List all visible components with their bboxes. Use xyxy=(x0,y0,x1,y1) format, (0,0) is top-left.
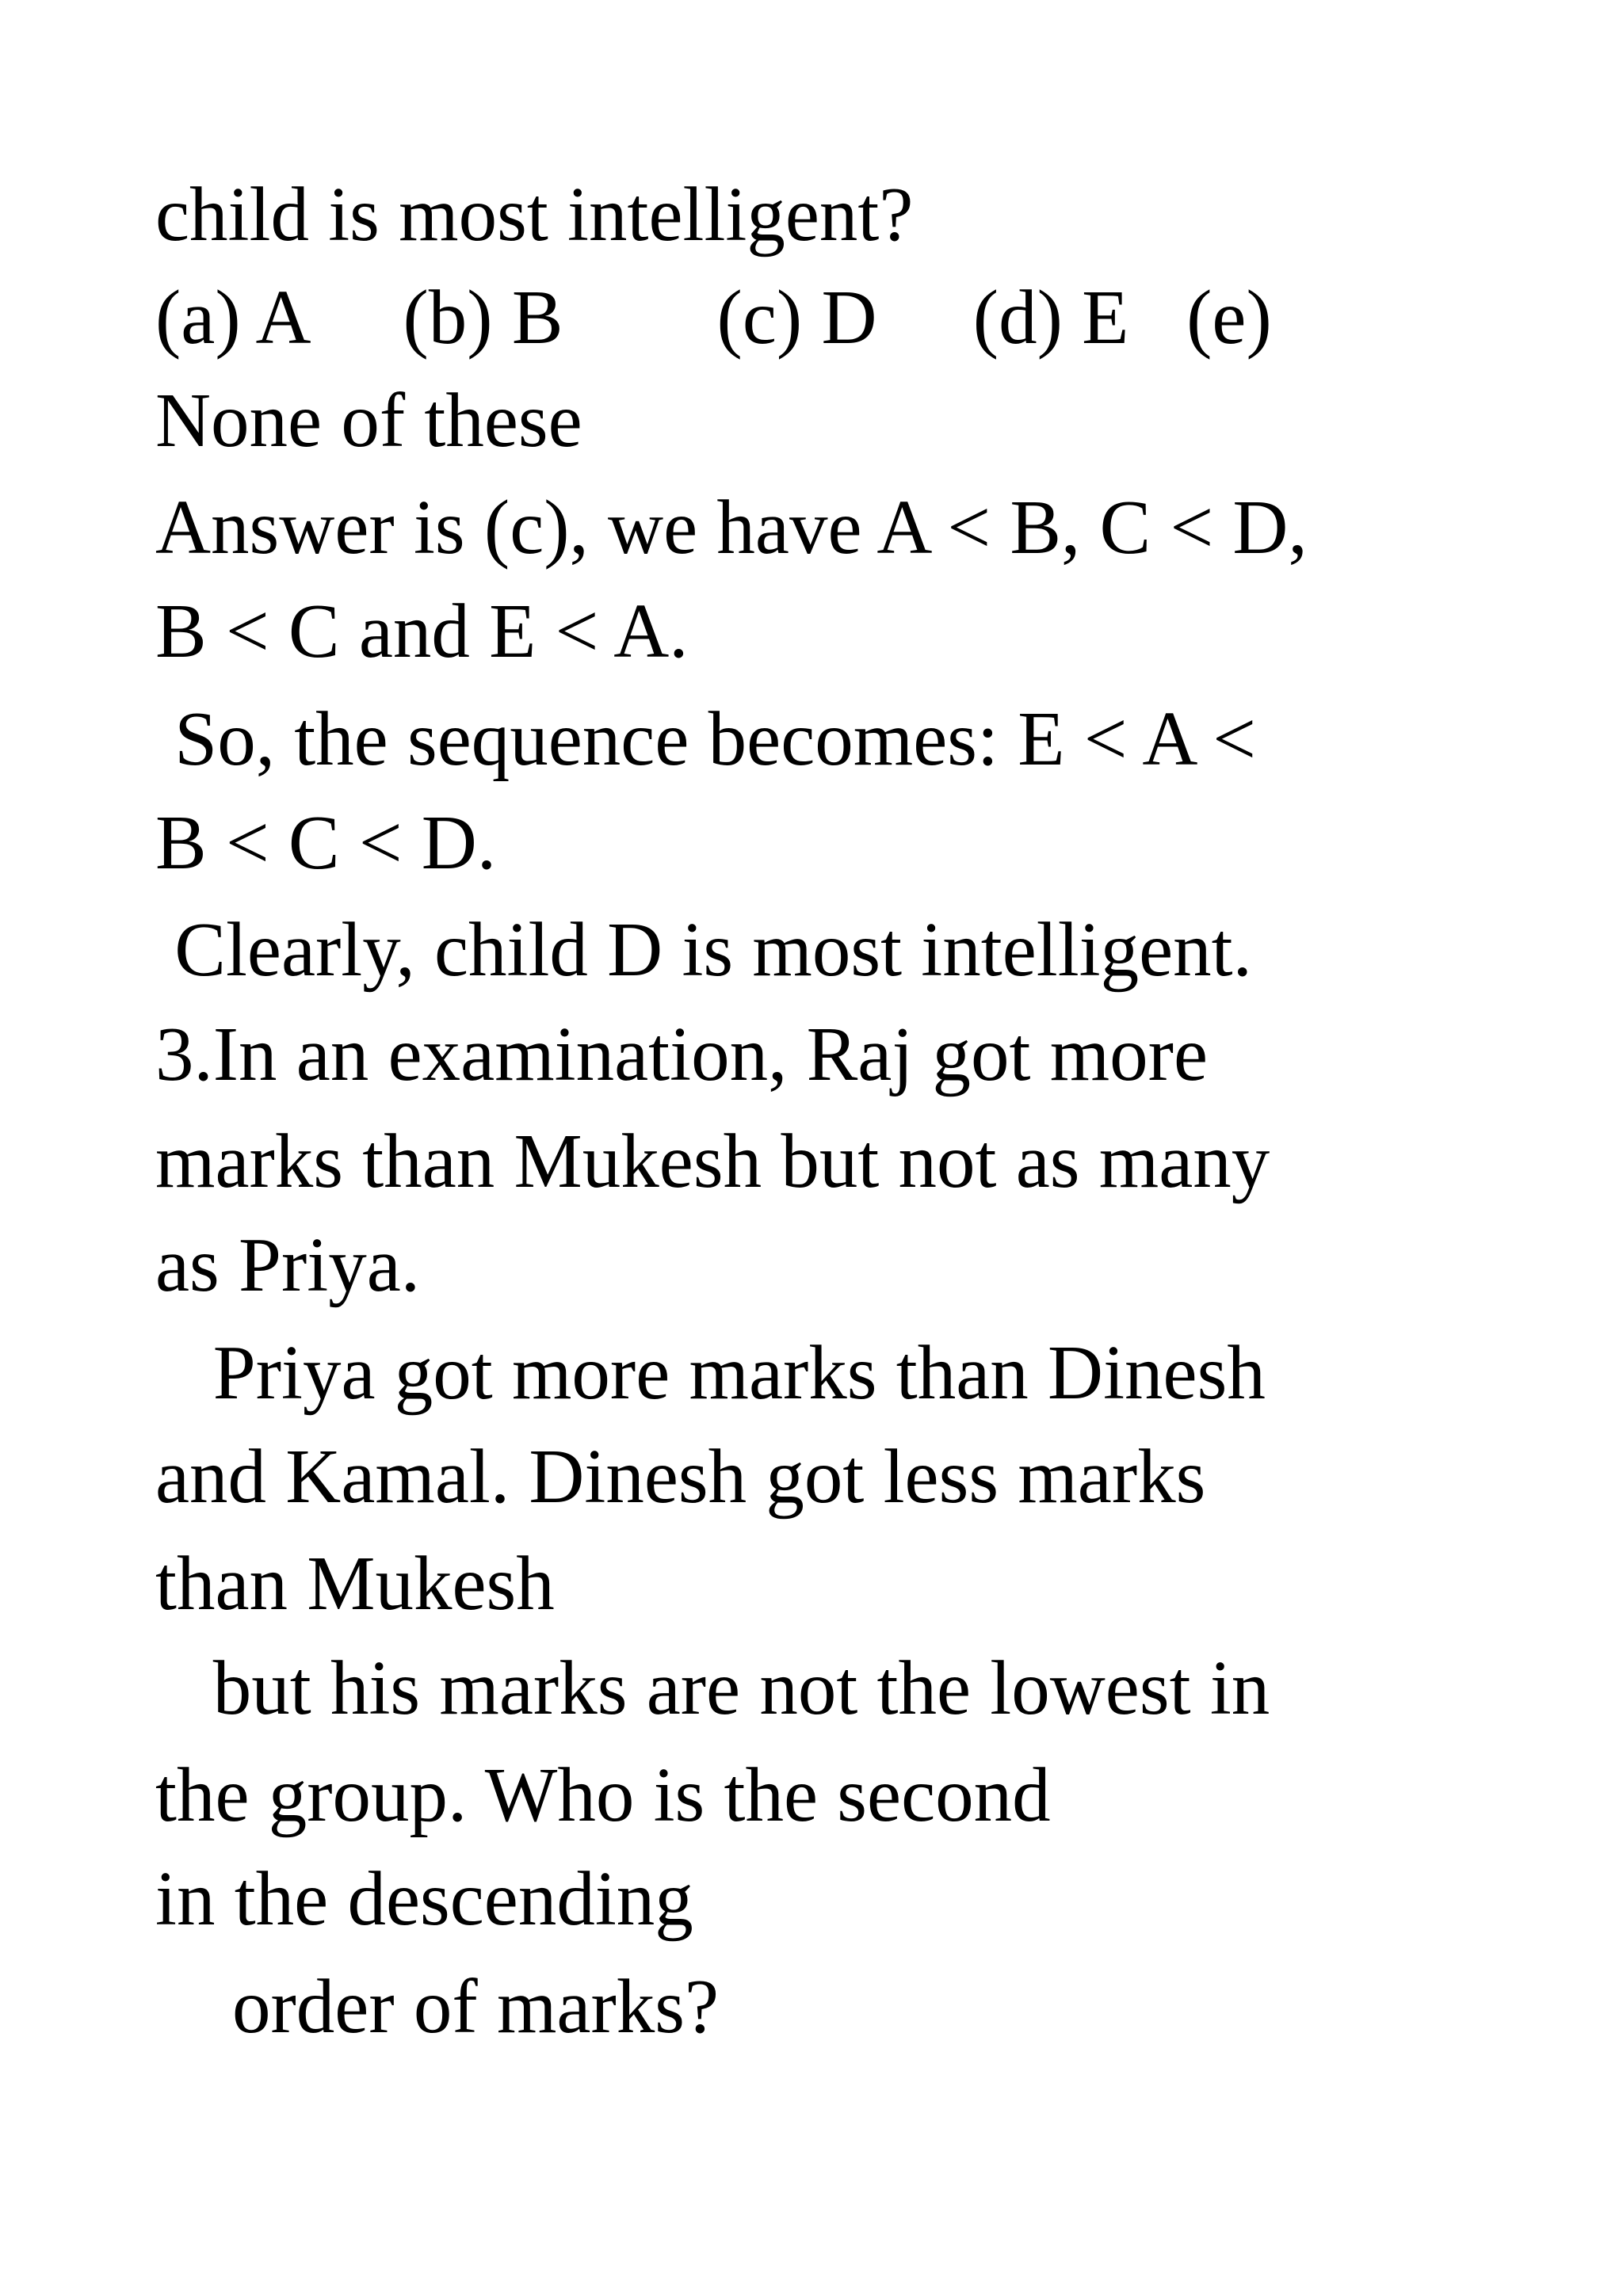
text-line-2: (a) A (b) B (c) D (d) E (e) xyxy=(155,275,1272,360)
text-line-7: B < C < D. xyxy=(155,800,497,885)
text-line-11: as Priya. xyxy=(155,1222,421,1307)
text-line-3: None of these xyxy=(155,378,582,463)
text-line-6: So, the sequence becomes: E < A < xyxy=(155,696,1256,781)
text-line-4: Answer is (c), we have A < B, C < D, xyxy=(155,485,1308,570)
text-line-14: than Mukesh xyxy=(155,1541,555,1626)
text-line-13: and Kamal. Dinesh got less marks xyxy=(155,1434,1206,1519)
text-line-8: Clearly, child D is most intelligent. xyxy=(155,907,1252,992)
text-line-15: but his marks are not the lowest in xyxy=(155,1646,1270,1730)
text-line-17: in the descending xyxy=(155,1856,693,1941)
text-line-16: the group. Who is the second xyxy=(155,1753,1051,1837)
text-line-18: order of marks? xyxy=(155,1964,720,2049)
text-line-1: child is most intelligent? xyxy=(155,172,914,257)
text-line-9: 3.In an examination, Raj got more xyxy=(155,1012,1209,1097)
text-line-12: Priya got more marks than Dinesh xyxy=(155,1330,1266,1415)
text-line-5: B < C and E < A. xyxy=(155,589,689,673)
text-line-10: marks than Mukesh but not as many xyxy=(155,1119,1270,1203)
